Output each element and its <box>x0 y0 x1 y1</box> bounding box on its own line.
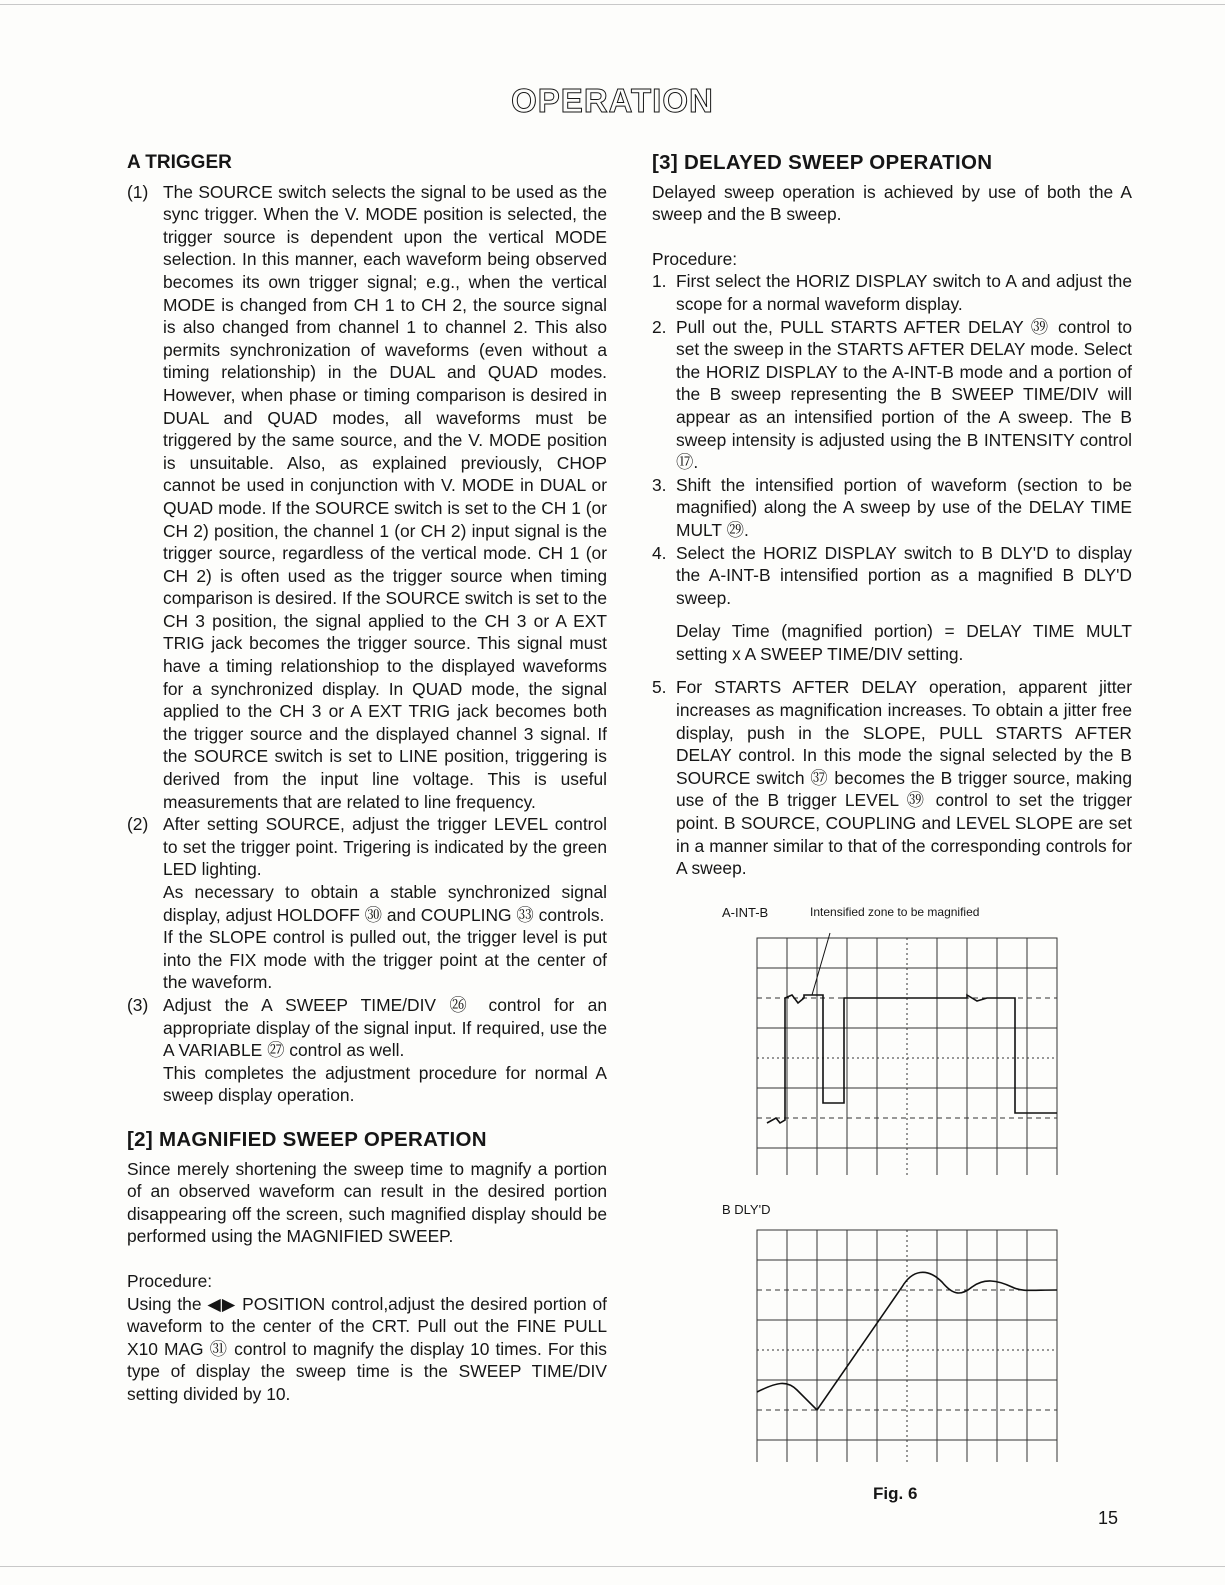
right-column <box>652 152 1132 880</box>
item-extra: If the SLOPE control is pulled out, the trigger level is put into the FIX mode with the trigger point at the center of the waveform. <box>163 927 607 993</box>
page-title: OPERATION <box>511 82 714 119</box>
fig1-label: A-INT-B <box>722 905 769 920</box>
magnified-heading: [2] MAGNIFIED SWEEP OPERATION <box>127 1127 487 1151</box>
item-text: The SOURCE switch selects the signal to be used as the sync trigger. When the V. MODE position is selected, the trigger source is dependent upon the vertical MODE selection. In this manner, each waveform being observed becomes its own trigger signal; e.g., when the vertical MODE is changed from CH 1 to CH 2, the source signal is also changed from channel 1 to channel 2. This also permits synchronization of waveforms (even without a timing relationship) in the DUAL and QUAD modes. However, when phase or timing comparison is desired in DUAL and QUAD modes, all waveforms must be triggered by the same source, and the V. MODE position is unsuitable. Also, as explained previously, CHOP cannot be used in conjunction with V. MODE in DUAL or QUAD mode. If the SOURCE switch is set to the CH 1 (or CH 2) position, the channel 1 (or CH 2) input signal is the trigger source, regardless of the vertical mode. CH 1 (or CH 2) is often used as the trigger source when timing comparison is desired. If the SOURCE switch is set to the CH 3 position, the signal applied to the CH 3 or A EXT TRIG jack becomes the trigger source. This signal must have a timing relationshiop to the displayed waveforms for a synchronized display. In QUAD mode, the signal applied to the CH 3 or A EXT TRIG jack becomes both the trigger source and the displayed channel 3 signal. If the SOURCE switch is set to LINE position, triggering is derived from the input line voltage. This is useful measurements that are related to line frequency. <box>163 181 607 812</box>
trigger-item-2 <box>127 813 607 994</box>
item-number: (3) <box>127 994 149 1015</box>
step-text: Shift the intensified portion of waveform (section to be magnified) along the A sweep by use of the DELAY TIME MULT ㉙. <box>676 474 1132 540</box>
step-5 <box>652 676 1132 879</box>
fig2-graticule-svg <box>722 1212 1062 1462</box>
item-extra: This completes the adjustment procedure for normal A sweep display operation. <box>163 1062 607 1106</box>
procedure-label: Procedure: <box>127 1270 213 1291</box>
fig1-grid <box>757 938 1057 1175</box>
scan-edge-top <box>0 4 1225 5</box>
step-number: 2. <box>652 316 667 337</box>
fig1-annotation-pointer <box>812 933 830 995</box>
step-2 <box>652 316 1132 474</box>
delay-formula-row <box>652 620 1132 665</box>
fig1-graticule-svg <box>722 915 1062 1175</box>
delayed-heading: [3] DELAYED SWEEP OPERATION <box>652 151 993 174</box>
step-4 <box>652 542 1132 610</box>
step-1 <box>652 270 1132 315</box>
step-text: Pull out the, PULL STARTS AFTER DELAY ㊴ control to set the sweep in the STARTS AFTER DELAY mode. Select the HORIZ DISPLAY to the A-INT-B mode and a portion of the B sweep representing the B SWEEP TIME/DIV will appear as an intensified portion of the A sweep. The B sweep intensity is adjusted using the B INTENSITY control ⑰. <box>676 316 1132 473</box>
fig2-grid <box>757 1230 1057 1462</box>
step-text: First select the HORIZ DISPLAY switch to A and adjust the scope for a normal waveform display. <box>676 271 1132 314</box>
page-number: 15 <box>1098 1508 1119 1528</box>
step-text: Select the HORIZ DISPLAY switch to B DLY'D to display the A-INT-B intensified portion as a magnified B DLY'D sweep. <box>676 542 1132 608</box>
step-number: 3. <box>652 474 667 495</box>
magnified-procedure: Using the ◀▶ POSITION control,adjust the desired portion of waveform to the center of the CRT. Pull out the FINE PULL X10 MAG ㉛ control to magnify the display 10 times. For this type of display the sweep time is the SWEEP TIME/DIV setting divided by 10. <box>127 1293 607 1404</box>
figure-caption: Fig. 6 <box>873 1484 918 1503</box>
step-text: For STARTS AFTER DELAY operation, apparent jitter increases as magnification increases. To obtain a jitter free display, push in the SLOPE, PULL STARTS AFTER DELAY control. In this mode the signal selected by the B SOURCE switch ㊲ becomes the B trigger source, making use of the B trigger LEVEL ㊴ control to set the trigger point. B SOURCE, COUPLING and LEVEL SLOPE are set in a manner similar to that of the corresponding controls for A sweep. <box>676 677 1132 879</box>
item-extra: As necessary to obtain a stable synchronized signal display, adjust HOLDOFF ㉚ and COUPLING ㉝ controls. <box>163 882 607 925</box>
step-3 <box>652 474 1132 542</box>
item-text: Adjust the A SWEEP TIME/DIV ㉖ control for an appropriate display of the signal input. If required, use the A VARIABLE ㉗ control as well. <box>163 994 607 1061</box>
fig1-waveform <box>767 995 1057 1123</box>
scan-edge-bottom <box>0 1566 1225 1567</box>
delayed-intro: Delayed sweep operation is achieved by use of both the A sweep and the B sweep. <box>652 181 1132 225</box>
trigger-heading: A TRIGGER <box>127 152 232 173</box>
magnified-intro: Since merely shortening the sweep time to magnify a portion of an observed waveform can result in the desired portion disappearing off the screen, such magnified display should be performed using the MAGNIFIED SWEEP. <box>127 1158 607 1247</box>
item-number: (2) <box>127 814 149 835</box>
figure-a-int-b <box>722 905 1062 1180</box>
figure-b-dlyd <box>722 1202 1062 1472</box>
step-number: 5. <box>652 677 667 698</box>
left-column <box>127 152 607 1405</box>
step-number: 1. <box>652 271 667 292</box>
procedure-label: Procedure: <box>652 248 738 269</box>
trigger-item-1 <box>127 181 607 814</box>
delay-formula: Delay Time (magnified portion) = DELAY TIME MULT setting x A SWEEP TIME/DIV setting. <box>676 621 1132 664</box>
fig1-annotation: Intensified zone to be magnified <box>810 905 980 919</box>
item-text: After setting SOURCE, adjust the trigger LEVEL control to set the trigger point. Trigering is indicated by the green LED lighting. <box>163 814 607 880</box>
trigger-item-3 <box>127 994 607 1107</box>
fig2-label: B DLY'D <box>722 1202 771 1217</box>
step-number: 4. <box>652 542 667 563</box>
item-number: (1) <box>127 181 149 202</box>
